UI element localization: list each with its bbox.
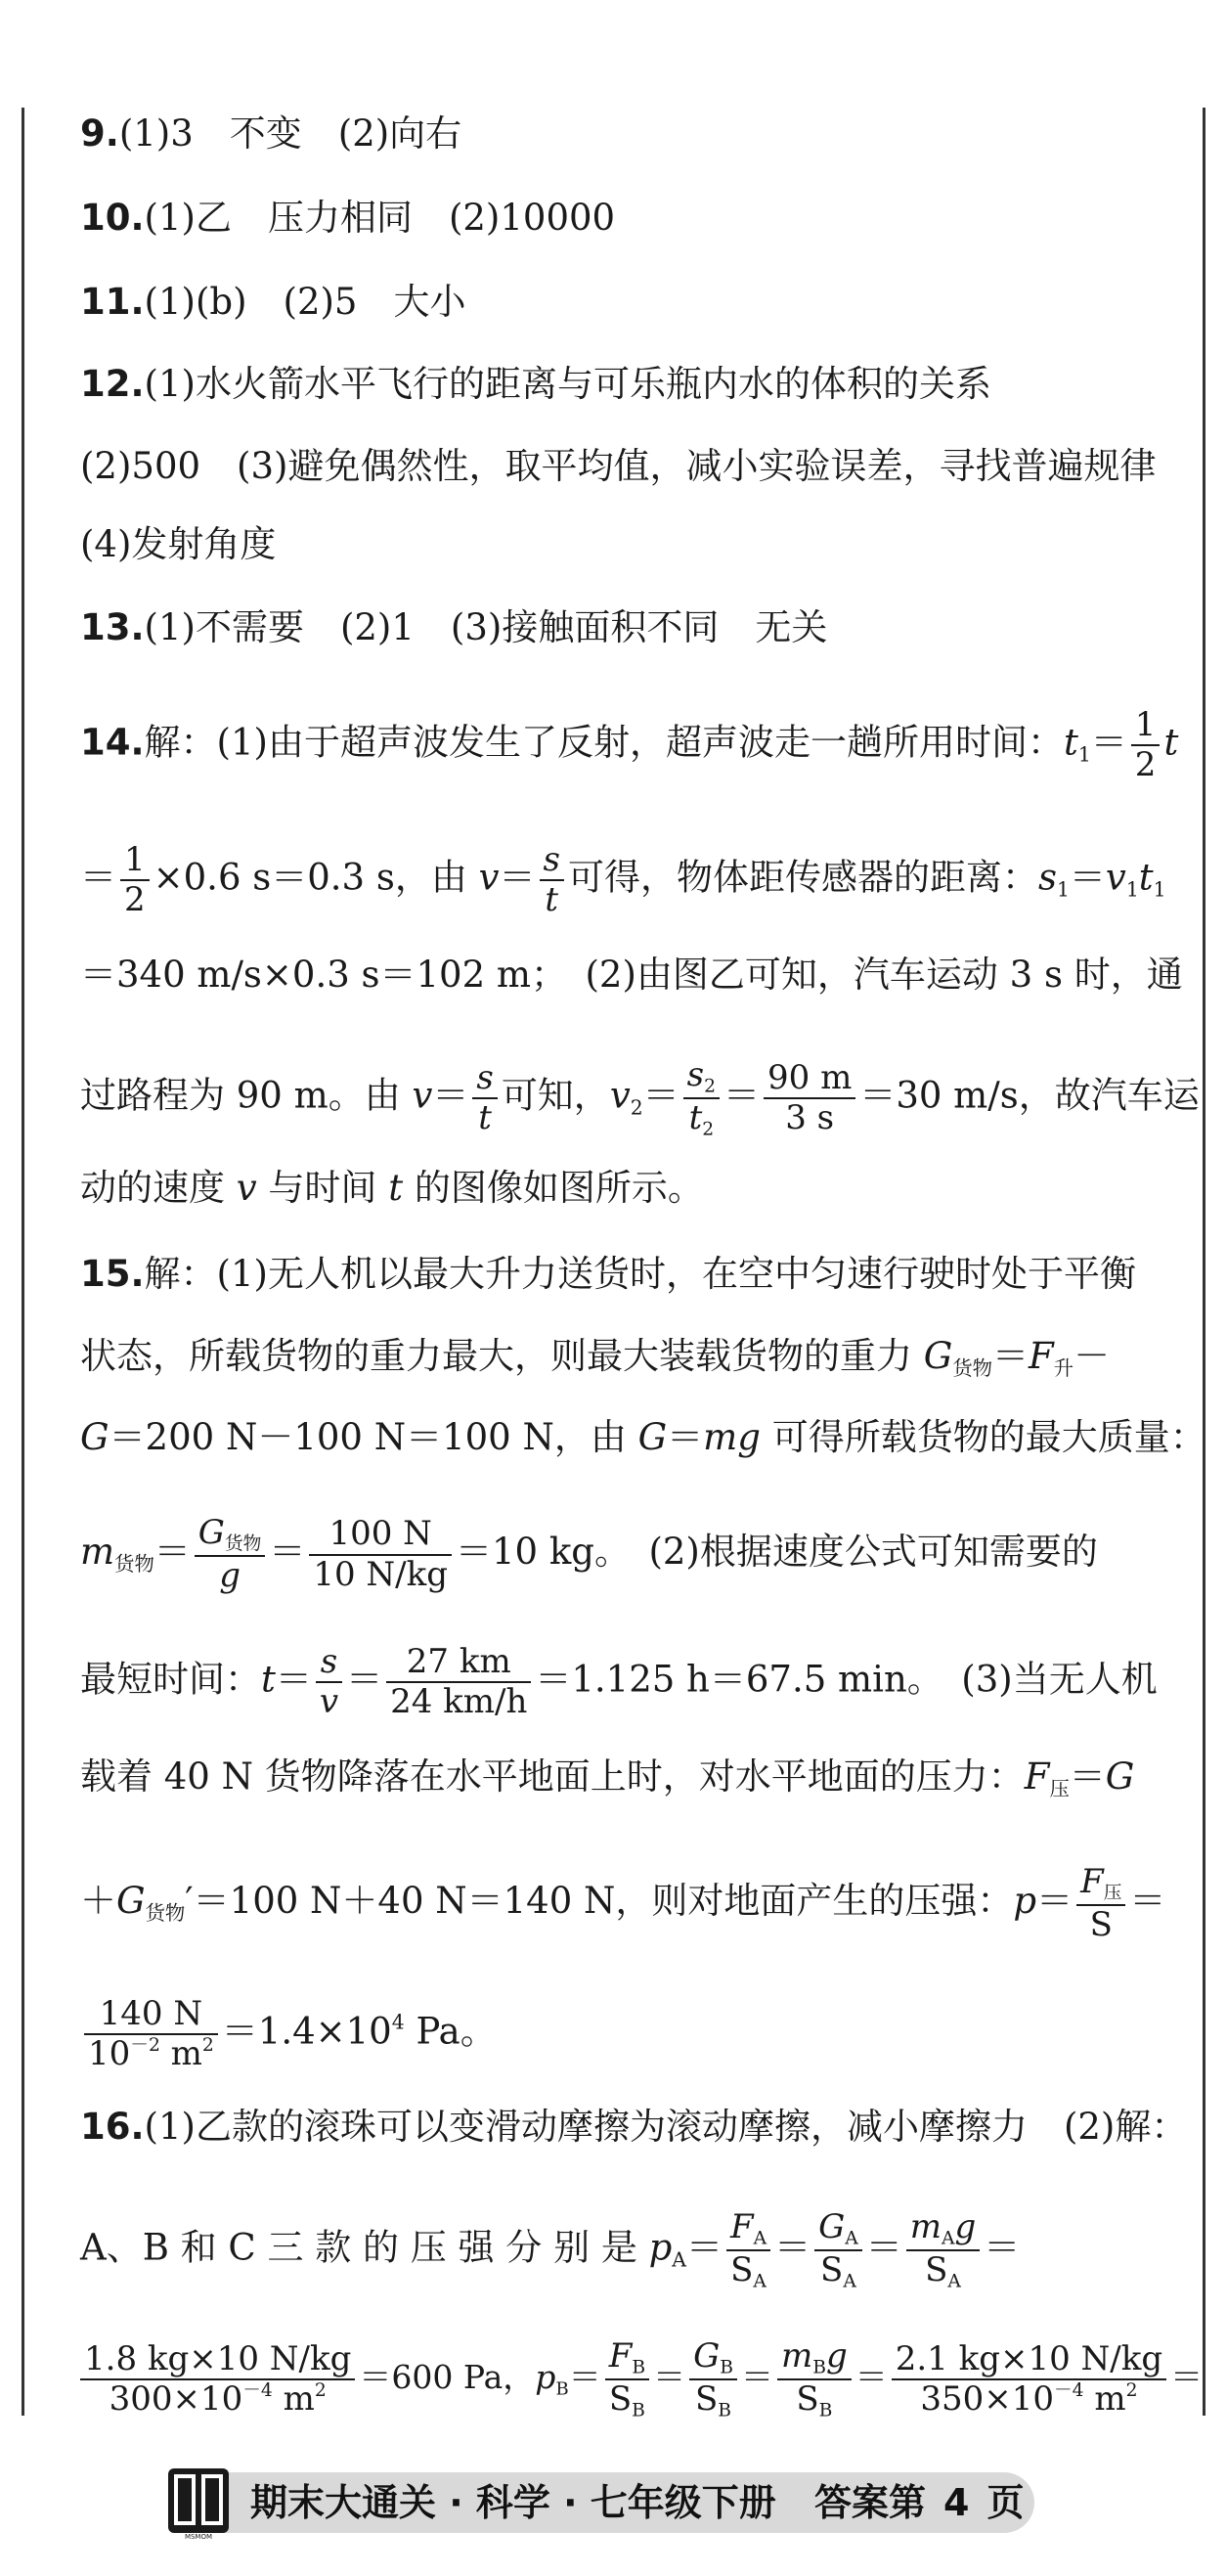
frac-den <box>605 2380 649 2421</box>
math-var: v <box>236 1167 257 1209</box>
frac-num: 2.1 kg×10 N/kg <box>892 2340 1166 2380</box>
math-var: S <box>695 2379 719 2420</box>
question-number: 16. <box>80 2106 145 2148</box>
answer-text: 过路程为 90 m。由 <box>80 1074 413 1117</box>
answer-10 <box>80 194 1147 243</box>
math-var: v <box>1105 856 1126 899</box>
answer-14-line-2 <box>80 840 1166 920</box>
math-sub: 压 <box>1049 1777 1070 1801</box>
answer-12-line-1 <box>80 360 1147 409</box>
math-op: ＝ <box>499 856 536 899</box>
math-var: G <box>818 2207 846 2246</box>
frac-den: t <box>478 1098 492 1138</box>
frac-num <box>689 2337 737 2380</box>
frac-num: 1 <box>120 841 150 881</box>
frac-num: 27 km <box>386 1643 531 1683</box>
question-number: 9. <box>80 112 119 155</box>
answer-text: (1)不需要 (2)1 (3)接触面积不同 无关 <box>144 606 828 648</box>
fraction-140N-over-area <box>84 1995 218 2073</box>
answer-16-line-1 <box>80 2103 1188 2152</box>
math-op: ＝ <box>1170 2358 1204 2397</box>
logo-lettering: MSMOM <box>184 2533 213 2541</box>
frac-num: 140 N <box>84 1995 218 2035</box>
math-sub: 货物 <box>952 1356 993 1381</box>
answer-text: ＝30 m/s，故汽车运 <box>859 1074 1200 1117</box>
math-sub: 1 <box>1125 877 1139 902</box>
math-sub: 压 <box>1103 1883 1122 1904</box>
math-var: F <box>1024 1755 1050 1798</box>
math-var: G <box>637 1416 668 1458</box>
math-var: p <box>1013 1880 1037 1923</box>
answer-15-line-4 <box>80 1514 1147 1595</box>
frac-num: s <box>540 841 564 881</box>
math-sub: B <box>720 2357 733 2378</box>
math-sub: 1 <box>1077 742 1091 767</box>
math-sub: B <box>632 2400 645 2421</box>
math-sup: 2 <box>314 2380 327 2402</box>
frac-num: 1.8 kg×10 N/kg <box>80 2340 355 2380</box>
answer-13 <box>80 603 1147 652</box>
frac-den: 24 km/h <box>390 1682 528 1722</box>
math-op: ＝ <box>685 2226 723 2269</box>
math-sub: 货物 <box>145 1901 186 1926</box>
math-sub: A <box>845 2228 858 2249</box>
math-num: 350×10 <box>920 2379 1054 2420</box>
math-op: ＝ <box>667 1416 704 1458</box>
frac-num <box>1076 1863 1125 1906</box>
answer-15-line-3 <box>80 1413 1206 1462</box>
fraction-G-over-g <box>195 1514 266 1595</box>
left-border-rule <box>22 108 24 2416</box>
math-sub: 货物 <box>114 1552 154 1577</box>
math-unit: m <box>1083 2379 1126 2420</box>
frac-den: S <box>1089 1905 1113 1945</box>
math-op: ＝ <box>269 1531 306 1574</box>
answer-16-line-3 <box>76 2336 1204 2421</box>
math-var: s <box>686 1055 705 1094</box>
math-var: S <box>796 2379 819 2420</box>
math-unit: m <box>272 2379 315 2420</box>
frac-num: 1 <box>1131 706 1161 746</box>
answer-12-line-3: (4)发射角度 <box>80 523 277 565</box>
frac-num <box>683 1056 720 1099</box>
page-number: 4 <box>943 2481 970 2524</box>
math-sub: A <box>942 2228 955 2249</box>
answer-text: (1)(b) (2)5 大小 <box>144 281 466 323</box>
math-var: S <box>925 2250 948 2290</box>
book-logo-icon <box>162 2465 235 2541</box>
frac-den: t <box>545 880 559 920</box>
math-sub: 1 <box>1056 877 1070 902</box>
answer-15-line-7 <box>80 1862 1166 1945</box>
frac-den: v <box>319 1682 339 1722</box>
math-op: ＝ <box>740 2358 773 2397</box>
fraction-90m-over-3s <box>764 1059 855 1137</box>
answer-text: A、B 和 C 三 款 的 压 强 分 别 是 <box>80 2226 649 2269</box>
math-var: G <box>923 1335 953 1377</box>
page-suffix: 页 <box>986 2481 1025 2524</box>
answer-11 <box>80 278 1147 327</box>
answer-15-line-8 <box>80 1995 1147 2073</box>
math-sub: A <box>843 2271 856 2292</box>
math-op: ＝ <box>723 1074 761 1117</box>
fraction-F-over-S <box>1076 1863 1125 1944</box>
frac-den: g <box>219 1556 241 1596</box>
math-op: ＝ <box>153 1531 191 1574</box>
answer-text: ′＝100 N＋40 N＝140 N，则对地面产生的压强： <box>185 1880 1014 1923</box>
math-op: ＝ <box>992 1335 1030 1377</box>
math-op: ＝ <box>653 2358 686 2397</box>
math-sup: 2 <box>201 2035 214 2057</box>
answer-text: 可得，物体距传感器的距离： <box>567 856 1038 899</box>
fraction-GA-over-SA <box>814 2208 862 2292</box>
math-op: ＝ <box>275 1658 312 1701</box>
question-number: 11. <box>80 281 145 323</box>
frac-num <box>906 2208 981 2251</box>
answer-15-line-2 <box>80 1332 1147 1393</box>
page-footer <box>174 2465 1054 2553</box>
math-op: ＝ <box>80 856 116 899</box>
math-var: t <box>688 1098 703 1138</box>
answer-text: ＝200 N－100 N＝100 N，由 <box>109 1416 638 1458</box>
math-var: s <box>1037 856 1057 899</box>
question-number: 12. <box>80 363 145 405</box>
fraction-mAg-over-SA <box>906 2208 981 2292</box>
math-var: p <box>648 2226 673 2269</box>
math-sup: 4 <box>391 2010 405 2034</box>
math-sup: －4 <box>1053 2380 1084 2402</box>
answer-text: 状态，所载货物的重力最大，则最大装载货物的重力 <box>80 1335 924 1377</box>
frac-num: 90 m <box>764 1059 855 1099</box>
math-op: ＝ <box>1069 1755 1106 1798</box>
answer-label: 答案第 <box>814 2481 927 2524</box>
math-op: ＝ <box>865 2226 902 2269</box>
math-sup: 2 <box>1125 2380 1138 2402</box>
math-var: G <box>197 1513 225 1552</box>
frac-den <box>80 2380 355 2419</box>
math-var: m <box>909 2207 942 2246</box>
question-number: 13. <box>80 606 145 648</box>
math-sub: B <box>812 2357 826 2378</box>
fraction-GB-over-SB <box>689 2337 737 2421</box>
math-sub: A <box>753 2228 767 2249</box>
math-sub: B <box>718 2400 732 2421</box>
frac-den <box>814 2251 862 2292</box>
question-number: 14. <box>80 721 145 764</box>
right-border-rule <box>1203 108 1205 2416</box>
answer-text: ×0.6 s＝0.3 s，由 <box>153 856 479 899</box>
answer-text: ＝1.4×10 <box>221 2010 392 2053</box>
fraction-FA-over-SA <box>726 2208 770 2292</box>
math-sub: 2 <box>702 1119 715 1140</box>
math-var: F <box>729 2207 754 2246</box>
answer-text: 与时间 <box>256 1167 389 1209</box>
math-var: t <box>1163 721 1179 764</box>
answer-15-line-5 <box>80 1642 1158 1722</box>
fraction-s-over-t <box>540 841 564 919</box>
frac-den <box>726 2251 770 2292</box>
math-unit: m <box>159 2034 202 2074</box>
math-sup: －2 <box>130 2035 160 2057</box>
math-var: S <box>730 2250 754 2290</box>
fraction-s-over-t <box>472 1059 497 1137</box>
math-op: ＝ <box>346 1658 383 1701</box>
answer-text: 可得所载货物的最大质量： <box>760 1416 1206 1458</box>
math-sub: A <box>753 2271 767 2292</box>
math-op: ＝ <box>432 1074 469 1117</box>
math-var: g <box>954 2207 977 2246</box>
math-var: t <box>388 1167 404 1209</box>
math-var: G <box>693 2336 721 2376</box>
math-var: F <box>608 2336 633 2376</box>
frac-den <box>777 2380 852 2421</box>
math-op: ＝ <box>855 2358 888 2397</box>
frac-num: s <box>472 1059 497 1099</box>
fraction-one-half <box>1131 706 1161 784</box>
math-sub: 2 <box>704 1076 717 1097</box>
math-sub: B <box>555 2378 569 2400</box>
math-var: F <box>1080 1862 1104 1901</box>
math-var: v <box>609 1074 631 1117</box>
math-sup: －4 <box>242 2380 273 2402</box>
math-var: p <box>535 2358 556 2397</box>
fraction-mBg-over-SB <box>777 2337 852 2421</box>
answer-9 <box>80 110 1147 158</box>
answer-text: ＝1.125 h＝67.5 min。 (3)当无人机 <box>535 1658 1158 1701</box>
frac-num <box>777 2337 852 2380</box>
answer-text: 最短时间： <box>80 1658 261 1701</box>
fraction-s-over-v <box>316 1643 342 1721</box>
frac-num: s <box>316 1643 342 1683</box>
answer-text: ＝600 Pa， <box>359 2358 536 2397</box>
math-var: G <box>80 1416 110 1458</box>
answer-14-line-4 <box>80 1055 1200 1140</box>
math-var: G <box>1105 1755 1135 1798</box>
answer-14-line-5 <box>80 1164 1147 1213</box>
math-sub: 货物 <box>224 1533 262 1555</box>
math-sub: A <box>672 2247 686 2272</box>
math-var: v <box>478 856 500 899</box>
frac-den: 3 s <box>785 1098 835 1138</box>
frac-den <box>689 2380 737 2421</box>
math-var: t <box>1138 856 1154 899</box>
math-op: ＝ <box>984 2226 1021 2269</box>
math-op: ＝ <box>642 1074 679 1117</box>
math-var: F <box>1029 1335 1054 1377</box>
frac-den <box>84 2035 218 2073</box>
math-var: m <box>780 2336 813 2376</box>
answer-14-line-3: ＝340 m/s×0.3 s＝102 m； (2)由图乙可知，汽车运动 3 s 时，通 <box>80 954 1183 996</box>
fraction-FB-over-SB <box>605 2337 649 2421</box>
math-var: mg <box>703 1416 761 1458</box>
answer-15-line-6 <box>80 1753 1147 1813</box>
math-op: ＋ <box>80 1880 116 1923</box>
math-op: ＝ <box>774 2226 811 2269</box>
answer-16-line-2 <box>80 2208 1147 2292</box>
fraction-100N-over-10Nkg <box>309 1515 452 1593</box>
frac-den: 2 <box>124 880 146 920</box>
answer-text: ＝10 kg。 (2)根据速度公式可知需要的 <box>456 1531 1098 1574</box>
frac-den: 2 <box>1134 745 1157 785</box>
frac-den <box>906 2251 981 2292</box>
frac-den <box>892 2380 1166 2419</box>
math-sub: B <box>818 2400 833 2421</box>
book-title: 期末大通关 · 科学 · 七年级下册 <box>250 2481 776 2524</box>
answer-text: Pa。 <box>404 2010 497 2053</box>
math-num: 300×10 <box>109 2379 243 2420</box>
math-op: ＝ <box>1069 856 1106 899</box>
answer-text: 动的速度 <box>80 1167 237 1209</box>
math-sub: A <box>947 2271 961 2292</box>
math-op: ＝ <box>1090 721 1127 764</box>
math-var: g <box>825 2336 848 2376</box>
math-num: 10 <box>88 2034 131 2074</box>
answer-text: (1)3 不变 (2)向右 <box>118 112 462 155</box>
math-sub: 升 <box>1053 1356 1074 1381</box>
answer-14-line-1 <box>80 705 1179 785</box>
frac-den: 10 N/kg <box>313 1554 448 1594</box>
frac-num <box>814 2208 862 2251</box>
math-var: v <box>412 1074 433 1117</box>
footer-text <box>250 2478 1025 2527</box>
math-var: t <box>1063 721 1078 764</box>
answer-text: 解：(1)由于超声波发生了反射，超声波走一趟所用时间： <box>144 721 1064 764</box>
math-var: m <box>80 1531 115 1574</box>
answer-text: 可知， <box>501 1074 610 1117</box>
math-sub: 2 <box>630 1095 643 1120</box>
math-sub: B <box>632 2357 646 2378</box>
math-op: ＝ <box>1129 1880 1166 1923</box>
math-var: S <box>820 2250 844 2290</box>
math-var: t <box>261 1658 276 1701</box>
frac-den <box>683 1099 720 1140</box>
math-var: G <box>116 1880 146 1923</box>
frac-num: 100 N <box>309 1515 452 1555</box>
fraction-18kg-over-area <box>80 2340 355 2419</box>
math-op: ＝ <box>1036 1880 1074 1923</box>
question-number: 10. <box>80 197 145 239</box>
fraction-one-half <box>120 841 150 919</box>
frac-num <box>195 1514 266 1557</box>
answer-text: 的图像如图所示。 <box>403 1167 704 1209</box>
math-sub: 1 <box>1153 877 1166 902</box>
answer-12-line-2: (2)500 (3)避免偶然性，取平均值，减小实验误差，寻找普遍规律 <box>80 445 1157 487</box>
fraction-27km-over-24kmh <box>386 1643 531 1721</box>
answer-text: (1)乙款的滚珠可以变滑动摩擦为滚动摩擦，减小摩擦力 (2)解： <box>144 2106 1188 2148</box>
frac-num <box>726 2208 770 2251</box>
math-var: S <box>608 2379 633 2420</box>
answer-text: 解：(1)无人机以最大升力送货时，在空中匀速行驶时处于平衡 <box>144 1253 1136 1295</box>
answer-15-line-1 <box>80 1250 1147 1299</box>
math-op: － <box>1074 1335 1111 1377</box>
math-op: ＝ <box>568 2358 601 2397</box>
frac-num <box>605 2337 649 2380</box>
answer-text: (1)乙 压力相同 (2)10000 <box>144 197 616 239</box>
fraction-21kg-over-area <box>892 2340 1166 2419</box>
answer-text: 载着 40 N 货物降落在水平地面上时，对水平地面的压力： <box>80 1755 1025 1798</box>
question-number: 15. <box>80 1253 145 1295</box>
answer-text: (1)水火箭水平飞行的距离与可乐瓶内水的体积的关系 <box>144 363 991 405</box>
fraction-s2-over-t2 <box>683 1056 720 1140</box>
